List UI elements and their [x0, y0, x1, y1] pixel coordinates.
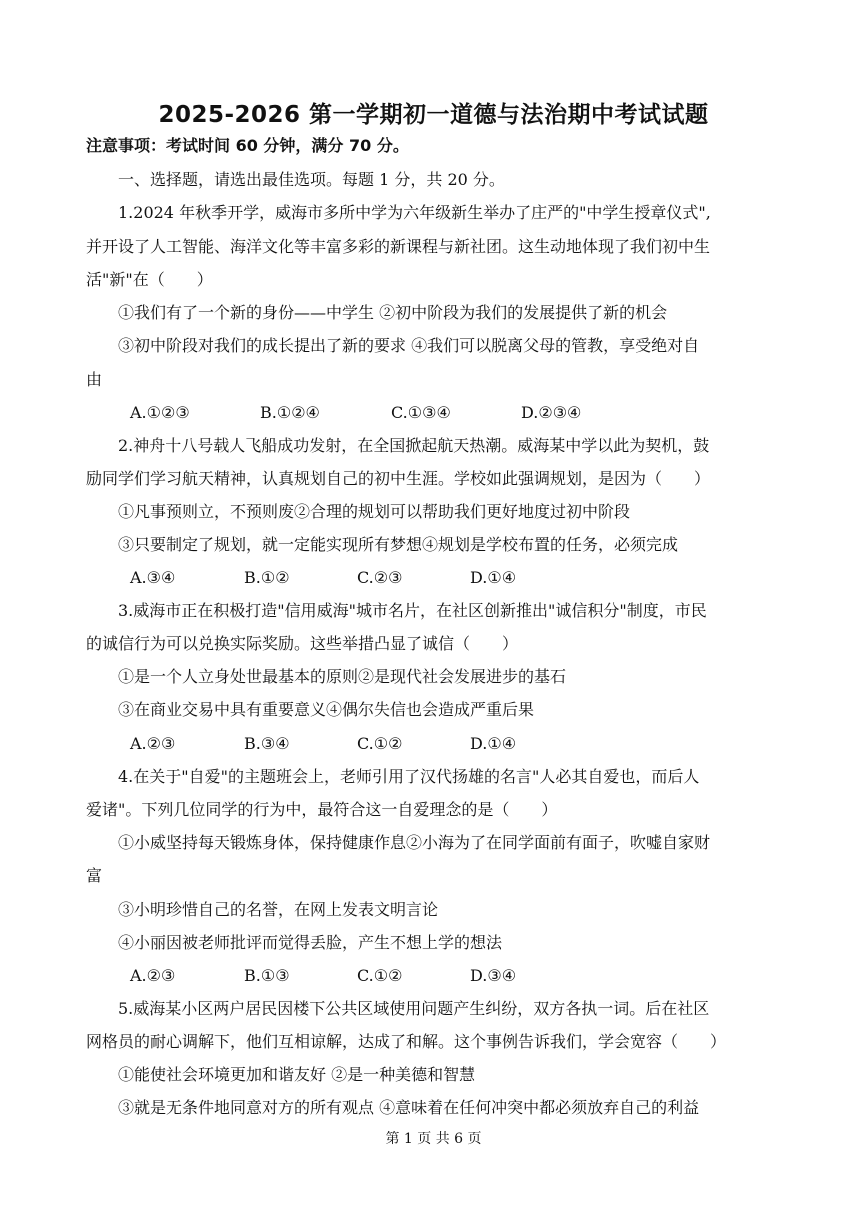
- question-stem-line: 4.在关于"自爱"的主题班会上，老师引用了汉代扬雄的名言"人必其自爱也，而后人: [118, 767, 700, 786]
- option-d: D.③④: [470, 966, 517, 985]
- section-heading: 一、选择题，请选出最佳选项。每题 1 分，共 20 分。: [118, 170, 505, 189]
- option-d: D.①④: [470, 734, 517, 753]
- statement-line: ①我们有了一个新的身份——中学生 ②初中阶段为我们的发展提供了新的机会: [118, 303, 668, 322]
- statement-line: ①凡事预则立，不预则废②合理的规划可以帮助我们更好地度过初中阶段: [118, 502, 631, 521]
- option-c: C.①③④: [391, 403, 451, 422]
- option-b: B.①②: [244, 568, 290, 587]
- option-c: C.②③: [357, 568, 403, 587]
- statement-line: ④小丽因被老师批评而觉得丢脸，产生不想上学的想法: [118, 933, 503, 952]
- statement-line: ③小明珍惜自己的名誉，在网上发表文明言论: [118, 900, 439, 919]
- question-stem-line: 3.威海市正在积极打造"信用威海"城市名片，在社区创新推出"诚信积分"制度，市民: [118, 601, 707, 620]
- option-d: D.①④: [470, 568, 517, 587]
- question-stem-line: 活"新"在（ ）: [86, 270, 213, 289]
- option-d: D.②③④: [521, 403, 582, 422]
- option-c: C.①②: [357, 966, 403, 985]
- statement-line: ①小威坚持每天锻炼身体，保持健康作息②小海为了在同学面前有面子，吹嘘自家财: [118, 833, 711, 852]
- option-c: C.①②: [357, 734, 403, 753]
- statement-line: ③在商业交易中具有重要意义④偶尔失信也会造成严重后果: [118, 700, 535, 719]
- exam-notice: 注意事项：考试时间 60 分钟，满分 70 分。: [86, 136, 409, 155]
- option-b: B.③④: [244, 734, 290, 753]
- statement-line: ③就是无条件地同意对方的所有观点 ④意味着在任何冲突中都必须放弃自己的利益: [118, 1098, 700, 1117]
- question-stem-line: 1.2024 年秋季开学，威海市多所中学为六年级新生举办了庄严的"中学生授章仪式",: [118, 203, 711, 222]
- option-b: B.①②④: [260, 403, 320, 422]
- statement-line: ①是一个人立身处世最基本的原则②是现代社会发展进步的基石: [118, 667, 567, 686]
- option-b: B.①③: [244, 966, 290, 985]
- statement-line: 由: [86, 370, 103, 389]
- question-stem-line: 的诚信行为可以兑换实际奖励。这些举措凸显了诚信（ ）: [86, 634, 519, 653]
- option-a: A.②③: [130, 734, 176, 753]
- option-a: A.②③: [130, 966, 176, 985]
- question-stem-line: 并开设了人工智能、海洋文化等丰富多彩的新课程与新社团。这生动地体现了我们初中生: [86, 237, 711, 256]
- statement-line: ①能使社会环境更加和谐友好 ②是一种美德和智慧: [118, 1065, 476, 1084]
- question-stem-line: 网格员的耐心调解下，他们互相谅解，达成了和解。这个事例告诉我们，学会宽容（ ）: [86, 1032, 727, 1051]
- exam-title: 2025-2026 第一学期初一道德与法治期中考试试题: [158, 102, 709, 128]
- option-a: A.①②③: [130, 403, 190, 422]
- question-stem-line: 爱诸"。下列几位同学的行为中，最符合这一自爱理念的是（ ）: [86, 800, 558, 819]
- question-stem-line: 5.威海某小区两户居民因楼下公共区域使用问题产生纠纷，双方各执一词。后在社区: [118, 999, 710, 1018]
- statement-line: ③只要制定了规划，就一定能实现所有梦想④规划是学校布置的任务，必须完成: [118, 535, 679, 554]
- option-a: A.③④: [130, 568, 176, 587]
- question-stem-line: 2.神舟十八号载人飞船成功发射，在全国掀起航天热潮。威海某中学以此为契机，鼓: [118, 436, 710, 455]
- question-stem-line: 励同学们学习航天精神，认真规划自己的初中生涯。学校如此强调规划，是因为（ ）: [86, 469, 711, 488]
- statement-line: ③初中阶段对我们的成长提出了新的要求 ④我们可以脱离父母的管教，享受绝对自: [118, 336, 700, 355]
- page-footer: 第 1 页 共 6 页: [385, 1131, 482, 1147]
- statement-line: 富: [86, 866, 103, 885]
